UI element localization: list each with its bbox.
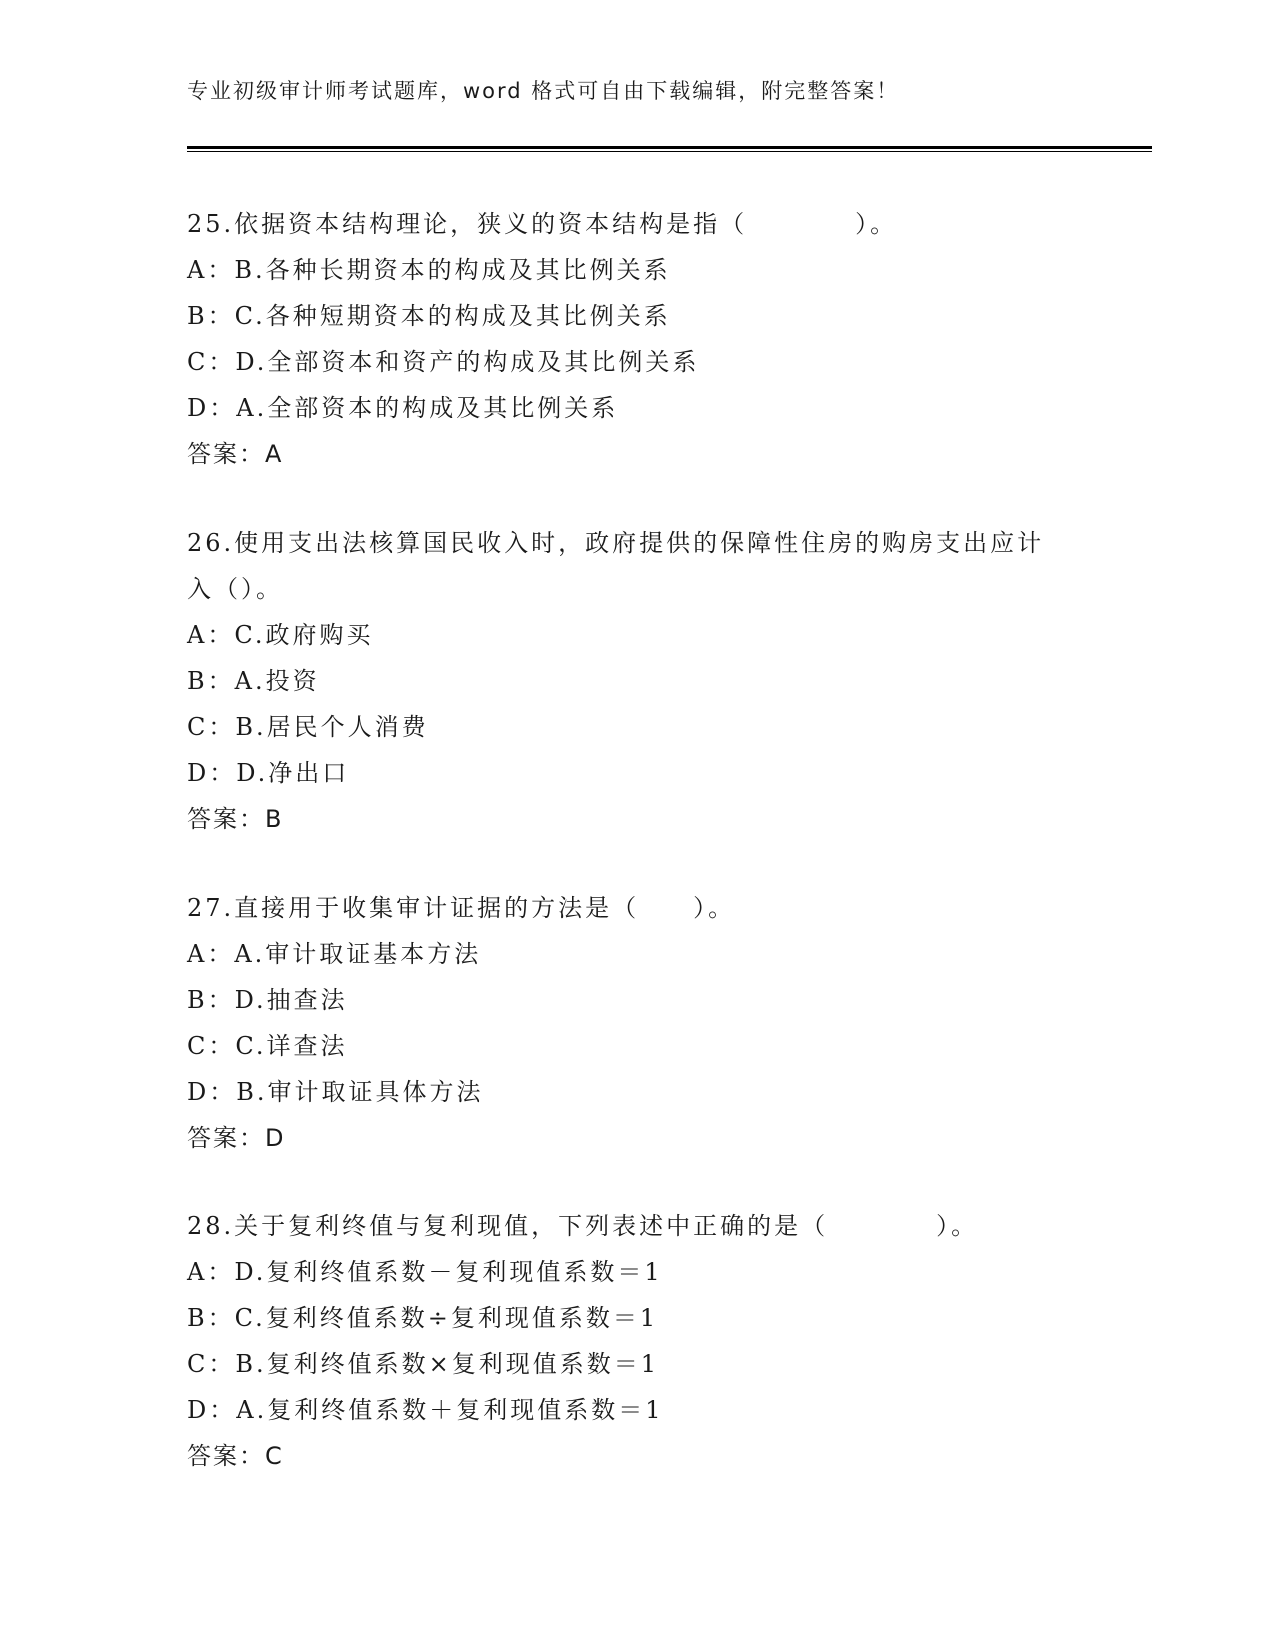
option-c: C：C.详查法 [187,1032,348,1060]
option-c: C：B.居民个人消费 [187,713,429,741]
question-stem: 25.依据资本结构理论，狭义的资本结构是指（ ）。 [187,210,898,238]
question-26 [187,520,1087,842]
option-a: A：D.复利终值系数－复利现值系数＝1 [187,1258,663,1286]
question-stem: 27.直接用于收集审计证据的方法是（ ）。 [187,894,736,922]
option-d: D：B.审计取证具体方法 [187,1078,484,1106]
answer: 答案：D [187,1124,286,1152]
option-d: D：D.净出口 [187,759,350,787]
option-b: B：C.复利终值系数÷复利现值系数＝1 [187,1304,659,1332]
option-a: A：C.政府购买 [187,621,374,649]
question-stem: 28.关于复利终值与复利现值，下列表述中正确的是（ ）。 [187,1212,979,1240]
option-a: A：B.各种长期资本的构成及其比例关系 [187,256,671,284]
option-b: B：A.投资 [187,667,320,695]
option-b: B：C.各种短期资本的构成及其比例关系 [187,302,671,330]
option-b: B：D.抽查法 [187,986,348,1014]
question-25 [187,201,1087,477]
question-stem: 26.使用支出法核算国民收入时，政府提供的保障性住房的购房支出应计入（）。 [187,529,1045,603]
answer: 答案：A [187,440,284,468]
question-27 [187,885,1087,1161]
header-divider [187,146,1152,152]
answer: 答案：B [187,805,284,833]
option-c: C：D.全部资本和资产的构成及其比例关系 [187,348,700,376]
header-divider-thin-line [187,151,1152,152]
answer: 答案：C [187,1442,284,1470]
option-d: D：A.复利终值系数＋复利现值系数＝1 [187,1396,664,1424]
header-divider-thick-line [187,146,1152,149]
option-a: A：A.审计取证基本方法 [187,940,482,968]
question-28 [187,1203,1087,1479]
option-c: C：B.复利终值系数×复利现值系数＝1 [187,1350,660,1378]
option-d: D：A.全部资本的构成及其比例关系 [187,394,619,422]
page-header: 专业初级审计师考试题库，word 格式可自由下载编辑，附完整答案！ [187,79,900,103]
